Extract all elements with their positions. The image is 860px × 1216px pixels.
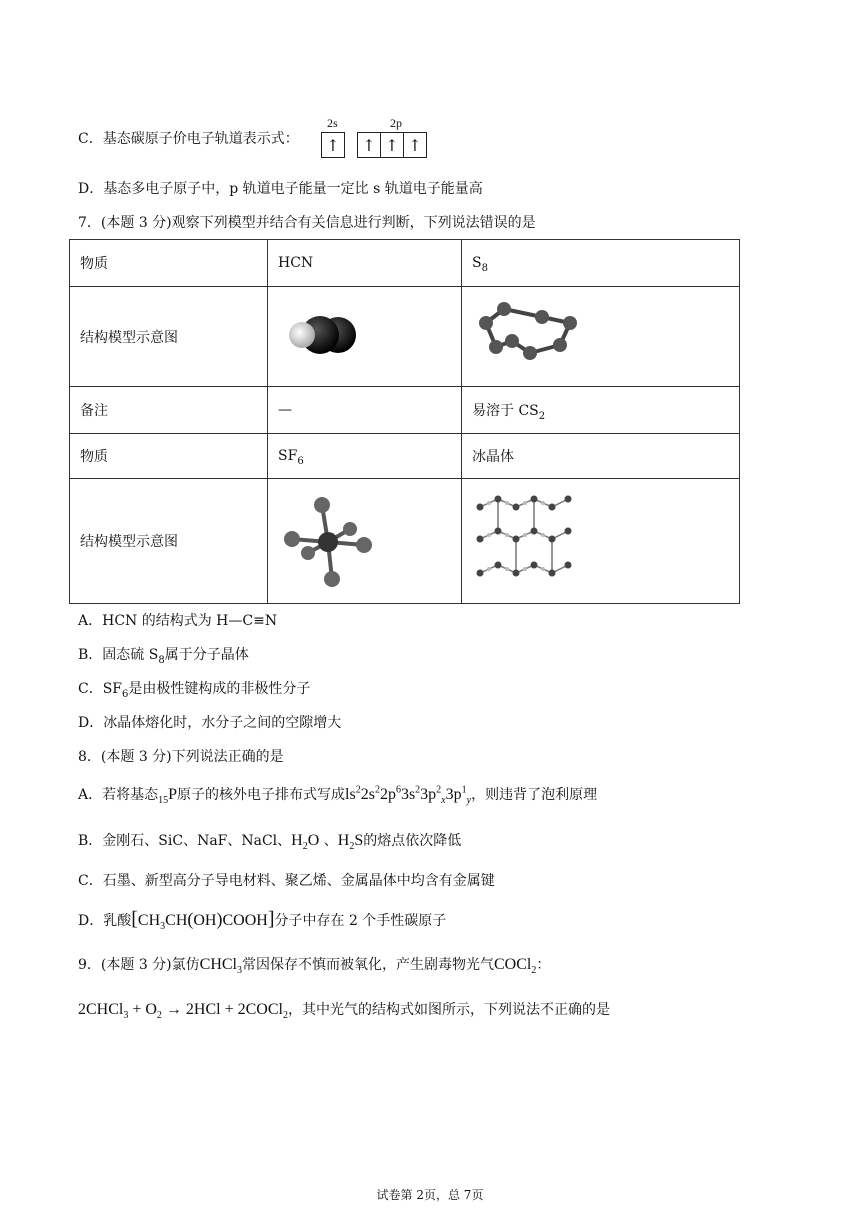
electron-configuration-formula: $ls^22s^22p^63s^23p^2_x3p^1_y$ <box>345 784 472 807</box>
q6-option-d: D．基态多电子原子中，p 轨道电子能量一定比 s 轨道电子能量高 <box>78 181 483 197</box>
table-cell: 备注 <box>70 387 268 434</box>
orbital-2p-box-2: ↑ <box>380 132 404 158</box>
q7-stem: 7．(本题 3 分)观察下列模型并结合有关信息进行判断，下列说法错误的是 <box>78 215 536 231</box>
carbon-orbital-diagram <box>319 116 449 164</box>
table-row <box>70 479 740 604</box>
table-row <box>70 287 740 387</box>
h2s-formula: $H_2S$ <box>337 832 364 853</box>
q6-option-c: C．基态碳原子价电子轨道表示式： <box>78 131 299 147</box>
phosphorus-15-symbol: $_{15}$P <box>158 786 178 807</box>
q7-option-d: D．冰晶体熔化时，水分子之间的空隙增大 <box>78 715 342 731</box>
table-cell <box>268 479 462 604</box>
q7-model-table <box>69 239 740 604</box>
q8-option-a: A．若将基态$_{15}$P原子的核外电子排布式写成$ls^22s^22p^63s^23p^2_x3p^1_y$，则违背了泡利原理 <box>78 784 598 807</box>
hcn-model-image <box>278 305 368 365</box>
oxidation-equation: 2CHCl$_3$ + $O_2 \to 2HCl$ + 2COCl$_2$ <box>78 1001 288 1022</box>
table-cell <box>462 287 740 387</box>
table-cell: 物质 <box>70 434 268 479</box>
table-row <box>70 434 740 479</box>
table-cell: 物质 <box>70 240 268 287</box>
q7-option-b: B．固态硫 $S_8$属于分子晶体 <box>78 647 249 666</box>
table-cell: 易溶于 $CS_2$ <box>462 387 740 434</box>
ice-crystal-model-image <box>472 487 572 592</box>
table-cell: $S_8$ <box>462 240 740 287</box>
q8-option-b: B．金刚石、SiC、NaF、NaCl、$H_2O$ 、$H_2S$的熔点依次降低 <box>78 832 462 853</box>
q8-option-d: D．乳酸$[CH_3CH(OH)COOH]$分子中存在 2 个手性碳原子 <box>78 908 447 933</box>
orbital-2p-label: 2p <box>390 116 402 130</box>
table-cell: — <box>268 387 462 434</box>
q8-stem: 8．(本题 3 分)下列说法正确的是 <box>78 749 284 765</box>
orbital-2p-box-3: ↑ <box>403 132 427 158</box>
q9-equation-line: 2CHCl$_3$ + $O_2 \to 2HCl$ + 2COCl$_2$，其中光气的结构式如图所示，下列说法不正确的是 <box>78 1001 610 1022</box>
lactic-acid-formula: $[CH_3CH(OH)COOH]$ <box>131 908 275 933</box>
q9-stem: 9．(本题 3 分)氯仿CHCl$_3$常因保存不慎而被氧化，产生剧毒物光气COCl$_2$： <box>78 956 551 977</box>
table-cell: 冰晶体 <box>462 434 740 479</box>
table-cell <box>268 287 462 387</box>
orbital-2s-label: 2s <box>327 116 338 130</box>
s8-model-image <box>472 295 582 375</box>
sf6-model-image <box>278 487 378 592</box>
table-cell: 结构模型示意图 <box>70 287 268 387</box>
cocl2-formula: COCl$_2$ <box>493 956 537 977</box>
page-footer: 试卷第 2页，总 7页 <box>376 1188 484 1202</box>
orbital-2s-box: ↑ <box>321 132 345 158</box>
table-row <box>70 240 740 287</box>
q7-option-a: A．HCN 的结构式为 H—C≡N <box>78 613 278 629</box>
table-cell: HCN <box>268 240 462 287</box>
table-cell: 结构模型示意图 <box>70 479 268 604</box>
table-cell <box>462 479 740 604</box>
chcl3-formula: CHCl$_3$ <box>199 956 242 977</box>
table-cell: $SF_6$ <box>268 434 462 479</box>
q8-option-c: C．石墨、新型高分子导电材料、聚乙烯、金属晶体中均含有金属键 <box>78 873 495 889</box>
table-row <box>70 387 740 434</box>
h2o-formula: $H_2O$ <box>291 832 320 853</box>
q7-option-c: C．$SF_6$是由极性键构成的非极性分子 <box>78 681 311 700</box>
orbital-2p-box-1: ↑ <box>357 132 381 158</box>
